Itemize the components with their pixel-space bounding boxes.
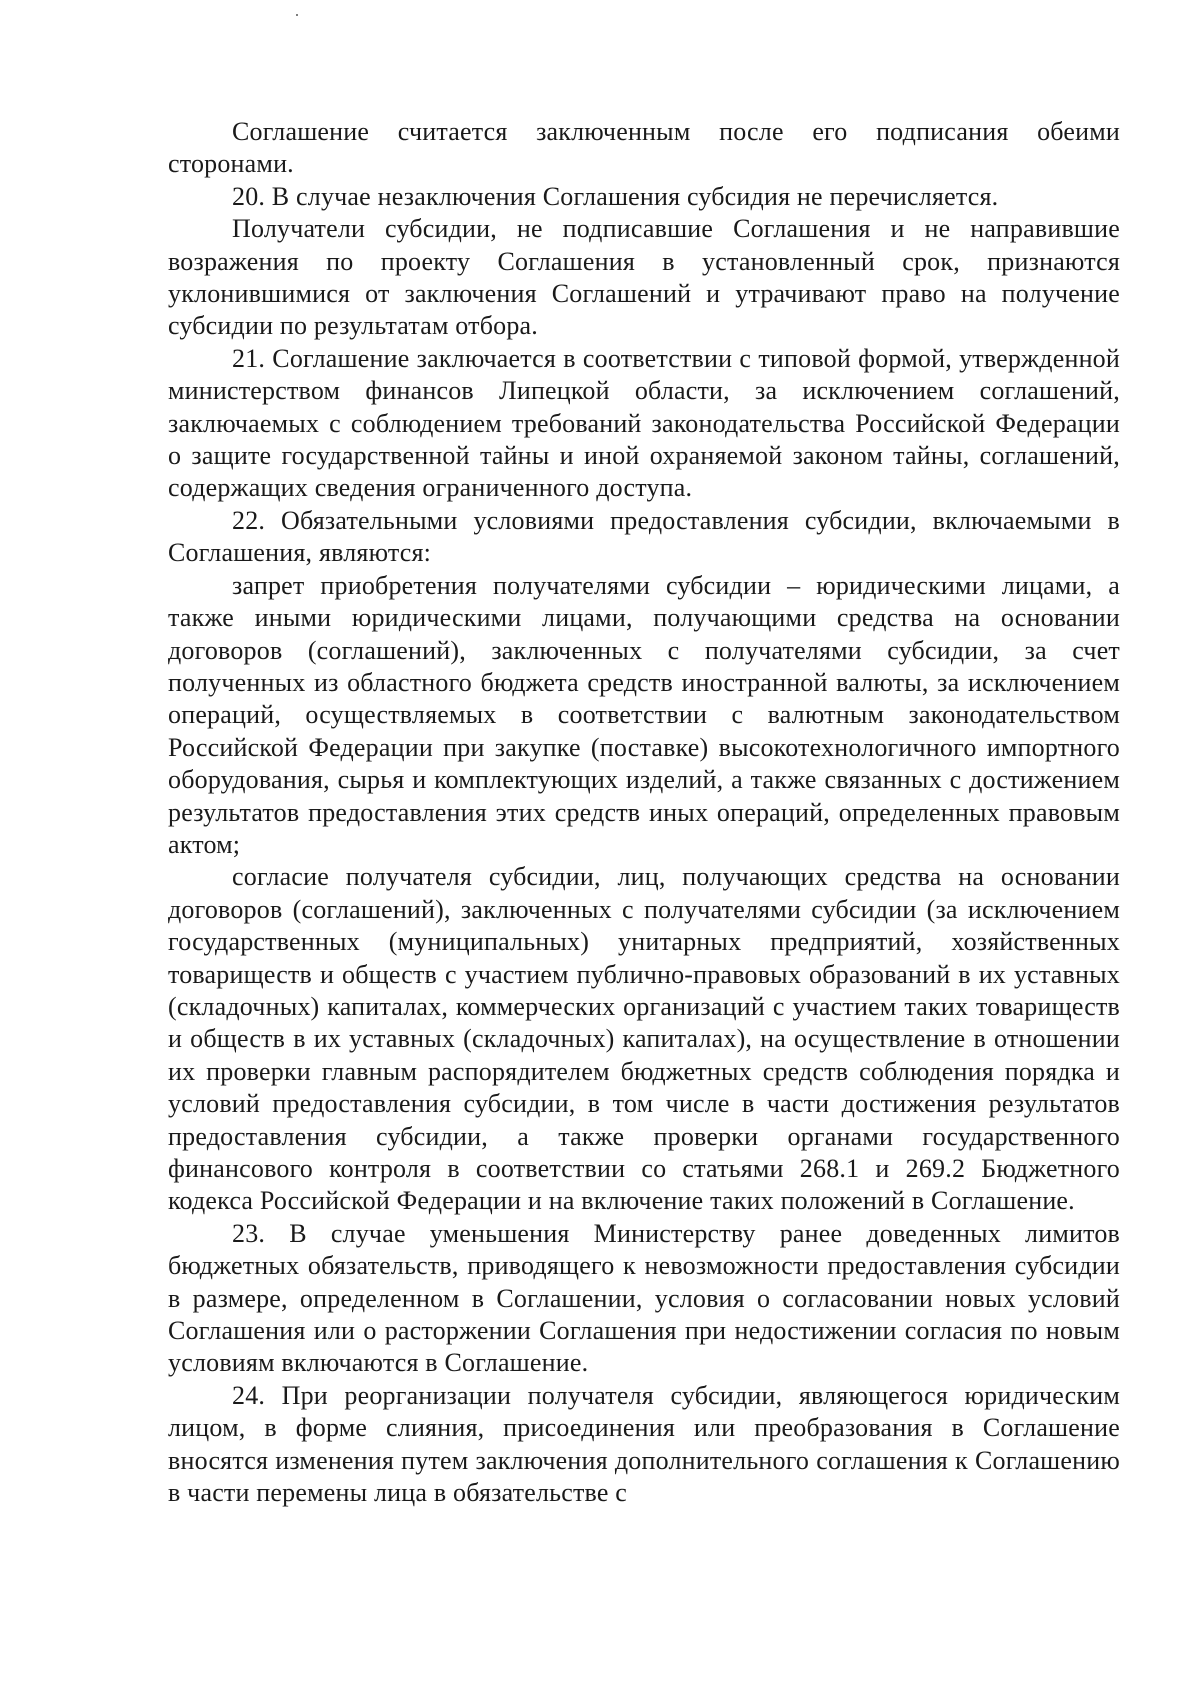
scan-speck: [296, 14, 298, 16]
paragraph-currency-ban: запрет приобретения получателями субсидии – юридическими лицами, а также иными юридическими лицами, получающими средства на основании договоров (соглашений), заключенных с получателями субсидии, за счет полученных из областного бюджета средств иностранной валюты, за исключением операций, осуществляемых в соответствии с валютным законодательством Российской Федерации при закупке (поставке) высокотехнологичного импортного оборудования, сырья и комплектующих изделий, а также связанных с достижением результатов предоставления этих средств иных операций, определенных правовым актом;: [168, 570, 1120, 859]
paragraph-23: 23. В случае уменьшения Министерству ранее доведенных лимитов бюджетных обязательств, приводящего к невозможности предоставления субсидии в размере, определенном в Соглашении, условия о согласовании новых условий Соглашения или о расторжении Соглашения при недостижении согласия по новым условиям включаются в Соглашение.: [168, 1218, 1120, 1378]
document-body: [168, 116, 1120, 1509]
paragraph-21: 21. Соглашение заключается в соответствии с типовой формой, утвержденной министерством финансов Липецкой области, за исключением соглашений, заключаемых с соблюдением требований законодательства Российской Федерации о защите государственной тайны и иной охраняемой законом тайны, соглашений, содержащих сведения ограниченного доступа.: [168, 343, 1120, 503]
paragraph-agreement-concluded: Соглашение считается заключенным после его подписания обеими сторонами.: [168, 117, 1120, 179]
paragraph-22: 22. Обязательными условиями предоставления субсидии, включаемыми в Соглашения, являются:: [168, 505, 1120, 568]
paragraph-24: 24. При реорганизации получателя субсидии, являющегося юридическим лицом, в форме слияния, присоединения или преобразования в Соглашение вносятся изменения путем заключения дополнительного соглашения к Соглашению в части перемены лица в обязательстве с: [168, 1380, 1120, 1508]
paragraph-20: 20. В случае незаключения Соглашения субсидия не перечисляется.: [232, 181, 999, 211]
paragraph-recipients-refusal: Получатели субсидии, не подписавшие Соглашения и не направившие возражения по проекту Соглашения в установленный срок, признаются уклонившимися от заключения Соглашений и утрачивают право на получение субсидии по результатам отбора.: [168, 214, 1120, 341]
paragraph-inspection-consent: согласие получателя субсидии, лиц, получающих средства на основании договоров (соглашений), заключенных с получателями субсидии (за исключением государственных (муниципальных) унитарных предприятий, хозяйственных товариществ и обществ с участием публично-правовых образований в их уставных (складочных) капиталах, коммерческих организаций с участием таких товариществ и обществ в их уставных (складочных) капиталах), на осуществление в отношении их проверки главным распорядителем бюджетных средств соблюдения порядка и условий предоставления субсидии, в том числе в части достижения результатов предоставления субсидии, а также проверки органами государственного финансового контроля в соответствии со статьями 268.1 и 269.2 Бюджетного кодекса Российской Федерации и на включение таких положений в Соглашение.: [168, 862, 1120, 1216]
